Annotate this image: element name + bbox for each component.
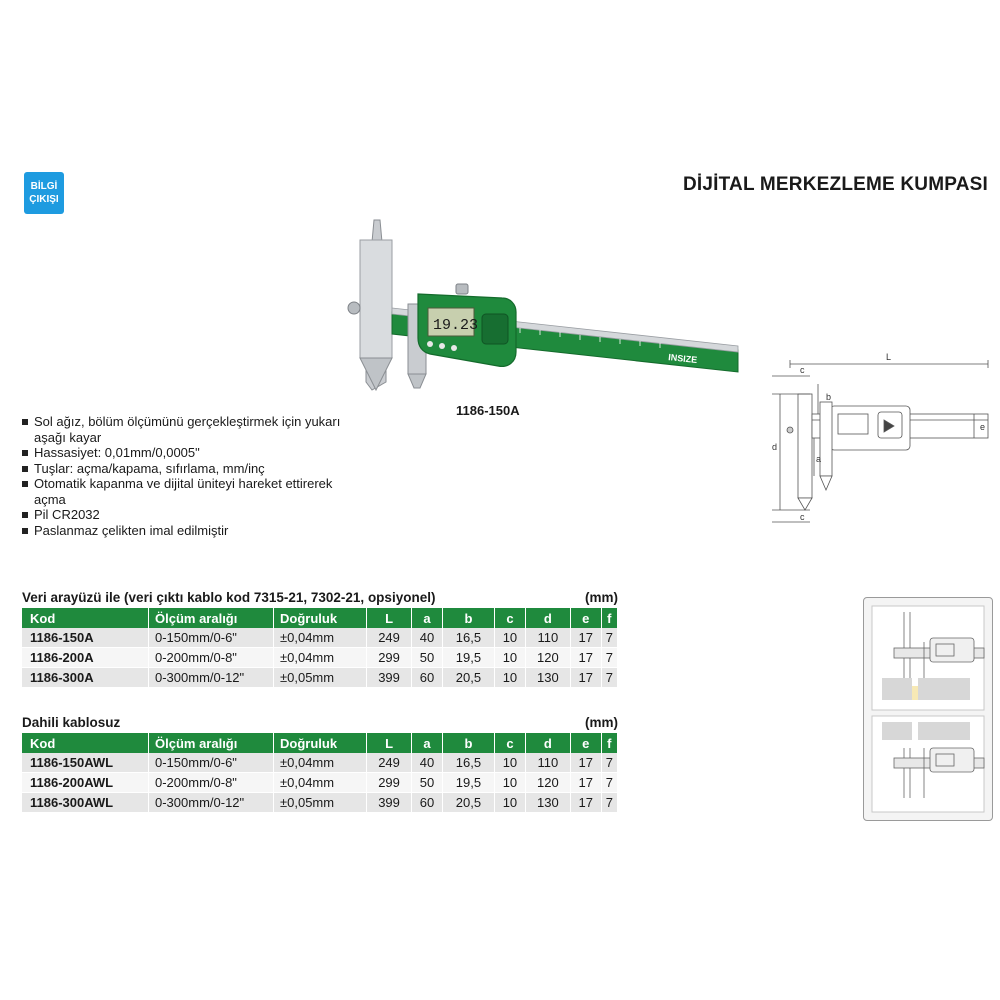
dimension-drawing — [770, 350, 992, 528]
feature-item: Tuşlar: açma/kapama, sıfırlama, mm/inç — [22, 461, 362, 477]
cell-range: 0-300mm/0-12" — [149, 668, 274, 688]
zero-button-icon — [439, 343, 445, 349]
lcd-reading: 19.23 — [433, 317, 479, 334]
col-header: Doğruluk — [274, 733, 367, 753]
table1-title: Veri arayüzü ile (veri çıktı kablo kod 7315-21, 7302-21, opsiyonel) — [22, 590, 436, 605]
col-header: Ölçüm aralığı — [149, 733, 274, 753]
cell-f: 7 — [601, 753, 617, 773]
feature-item: Sol ağız, bölüm ölçümünü gerçekleştirmek için yukarı aşağı kayar — [22, 414, 362, 445]
spec-table-1 — [22, 608, 618, 688]
cell-d: 110 — [525, 753, 570, 773]
col-header: f — [601, 733, 617, 753]
table2-unit: (mm) — [585, 715, 618, 730]
col-header: e — [570, 608, 601, 628]
feature-item: Pil CR2032 — [22, 507, 362, 523]
cell-d: 120 — [525, 648, 570, 668]
info-output-badge — [24, 172, 64, 214]
badge-line-2: ÇIKIŞI — [29, 194, 59, 205]
cell-accuracy: ±0,05mm — [274, 668, 367, 688]
caliper-illustration — [330, 212, 750, 402]
cell-accuracy: ±0,04mm — [274, 753, 367, 773]
dim-label-d: d — [772, 442, 778, 452]
col-header: f — [601, 608, 617, 628]
cell-a: 40 — [412, 628, 443, 648]
cell-d: 120 — [525, 773, 570, 793]
cell-c: 10 — [495, 793, 526, 813]
col-header: e — [570, 733, 601, 753]
col-header: L — [367, 608, 412, 628]
col-header: c — [495, 608, 526, 628]
col-header: Doğruluk — [274, 608, 367, 628]
table-header-row — [22, 733, 618, 753]
table-header-row — [22, 608, 618, 628]
cell-e: 17 — [570, 648, 601, 668]
cell-accuracy: ±0,04mm — [274, 648, 367, 668]
cell-L: 249 — [367, 628, 412, 648]
cell-a: 60 — [412, 668, 443, 688]
feature-item: Paslanmaz çelikten imal edilmiştir — [22, 523, 362, 539]
cell-code: 1186-300A — [22, 668, 149, 688]
cell-d: 130 — [525, 668, 570, 688]
cell-accuracy: ±0,05mm — [274, 793, 367, 813]
col-header: d — [525, 608, 570, 628]
cell-range: 0-200mm/0-8" — [149, 648, 274, 668]
dim-label-b: b — [826, 392, 832, 402]
col-header: c — [495, 733, 526, 753]
cell-a: 40 — [412, 753, 443, 773]
cell-f: 7 — [601, 648, 617, 668]
table-section-data-interface — [22, 590, 618, 688]
page-title: DİJİTAL MERKEZLEME KUMPASI — [683, 174, 988, 195]
cell-f: 7 — [601, 793, 617, 813]
cell-a: 60 — [412, 793, 443, 813]
unit-button-icon — [451, 345, 457, 351]
col-header: a — [412, 608, 443, 628]
cell-L: 399 — [367, 668, 412, 688]
badge-line-1: BİLGİ — [30, 181, 58, 192]
cell-c: 10 — [495, 773, 526, 793]
brand-label: INSIZE — [667, 352, 698, 366]
cell-e: 17 — [570, 753, 601, 773]
cell-L: 299 — [367, 648, 412, 668]
table-row — [22, 668, 618, 688]
col-header: Kod — [22, 608, 149, 628]
feature-item: Hassasiyet: 0,01mm/0,0005" — [22, 445, 362, 461]
cell-e: 17 — [570, 628, 601, 648]
table1-unit: (mm) — [585, 590, 618, 605]
cell-a: 50 — [412, 773, 443, 793]
col-header: Kod — [22, 733, 149, 753]
cell-code: 1186-150AWL — [22, 753, 149, 773]
spec-table-2 — [22, 733, 618, 813]
table-row — [22, 753, 618, 773]
cell-b: 16,5 — [442, 628, 494, 648]
cell-f: 7 — [601, 773, 617, 793]
dim-label-L: L — [886, 352, 892, 362]
cell-code: 1186-200A — [22, 648, 149, 668]
cell-range: 0-150mm/0-6" — [149, 753, 274, 773]
cell-c: 10 — [495, 668, 526, 688]
usage-illustration — [863, 597, 993, 821]
cell-e: 17 — [570, 773, 601, 793]
cell-b: 19,5 — [442, 648, 494, 668]
feature-list — [22, 414, 362, 538]
col-header: d — [525, 733, 570, 753]
cell-d: 130 — [525, 793, 570, 813]
cell-code: 1186-200AWL — [22, 773, 149, 793]
cell-c: 10 — [495, 648, 526, 668]
col-header: L — [367, 733, 412, 753]
cell-b: 20,5 — [442, 793, 494, 813]
dim-label-e: e — [980, 422, 986, 432]
cell-code: 1186-300AWL — [22, 793, 149, 813]
table-row — [22, 648, 618, 668]
cell-L: 299 — [367, 773, 412, 793]
table2-title: Dahili kablosuz — [22, 715, 121, 730]
col-header: a — [412, 733, 443, 753]
col-header: Ölçüm aralığı — [149, 608, 274, 628]
col-header: b — [442, 608, 494, 628]
table-section-wireless — [22, 715, 618, 813]
cell-accuracy: ±0,04mm — [274, 628, 367, 648]
dim-label-c-top: c — [800, 365, 805, 375]
cell-range: 0-300mm/0-12" — [149, 793, 274, 813]
model-caption: 1186-150A — [456, 403, 520, 418]
cell-range: 0-200mm/0-8" — [149, 773, 274, 793]
cell-range: 0-150mm/0-6" — [149, 628, 274, 648]
table-row — [22, 793, 618, 813]
cell-e: 17 — [570, 793, 601, 813]
cell-L: 399 — [367, 793, 412, 813]
cell-c: 10 — [495, 753, 526, 773]
dim-label-a: a — [816, 454, 822, 464]
feature-item: Otomatik kapanma ve dijital üniteyi hareket ettirerek açma — [22, 476, 362, 507]
power-button-icon — [427, 341, 433, 347]
table-row — [22, 628, 618, 648]
cell-a: 50 — [412, 648, 443, 668]
cell-c: 10 — [495, 628, 526, 648]
cell-e: 17 — [570, 668, 601, 688]
cell-b: 19,5 — [442, 773, 494, 793]
cell-accuracy: ±0,04mm — [274, 773, 367, 793]
cell-b: 20,5 — [442, 668, 494, 688]
cell-code: 1186-150A — [22, 628, 149, 648]
thumb-wheel-icon — [348, 302, 360, 314]
table-row — [22, 773, 618, 793]
cell-b: 16,5 — [442, 753, 494, 773]
cell-f: 7 — [601, 668, 617, 688]
cell-f: 7 — [601, 628, 617, 648]
col-header: b — [442, 733, 494, 753]
cell-L: 249 — [367, 753, 412, 773]
dim-label-c-bottom: c — [800, 512, 805, 522]
cell-d: 110 — [525, 628, 570, 648]
